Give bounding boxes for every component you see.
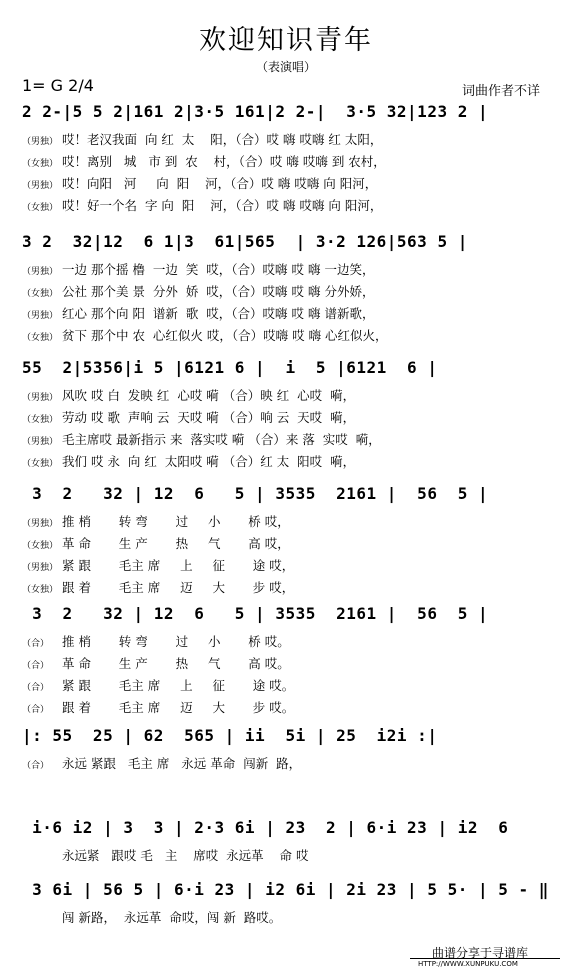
lyric-line <box>22 556 554 576</box>
singer-role: （男独） <box>22 563 59 573</box>
lyric-text: 紧 跟 毛主 席 上 征 途 哎。 <box>62 678 295 693</box>
lyric-line <box>22 908 554 928</box>
lyric-text: 永远 紧跟 毛主 席 永远 革命 闯新 路， <box>62 756 302 771</box>
lyric-text: 哎！好一个名 字 向 阳 河，（合）哎 嗨 哎嗨 向 阳河， <box>62 198 383 213</box>
subtitle: （表演唱） <box>255 60 316 74</box>
lyric-text: 推 梢 转 弯 过 小 桥 哎。 <box>62 634 290 649</box>
singer-role: （女独） <box>22 333 59 343</box>
singer-role: （女独） <box>22 541 59 551</box>
lyric-line <box>22 304 554 324</box>
singer-role: （女独） <box>22 585 59 595</box>
singer-role: （合） <box>22 761 50 771</box>
lyric-line <box>22 130 554 150</box>
singer-role: （合） <box>22 661 50 671</box>
notation-line: i·6 i2 | 3 3 | 2·3 6i | 23 2 | 6·i 23 | i2 6 <box>22 818 519 837</box>
singer-role: （男独） <box>22 181 59 191</box>
lyric-text: 公社 那个美 景 分外 娇 哎，（合）哎嗨 哎 嗨 分外娇， <box>62 284 375 299</box>
lyric-line <box>22 676 554 696</box>
notation-line: 3 2 32|12 6 1|3 61|565 | 3·2 126|563 5 | <box>22 232 468 251</box>
singer-role: （女独） <box>22 459 59 469</box>
lyric-line <box>22 196 554 216</box>
footer-text: 曲谱分享于寻谱库 <box>432 946 529 960</box>
singer-role: （合） <box>22 639 50 649</box>
singer-role: （男独） <box>22 267 59 277</box>
footer-url: HTTP://WWW.XUNPUKU.COM <box>418 960 518 968</box>
lyric-text: 红心 那个向 阳 谱新 歌 哎，（合）哎嗨 哎 嗨 谱新歌， <box>62 306 375 321</box>
lyric-line <box>22 754 554 774</box>
lyric-text: 推 梢 转 弯 过 小 桥 哎， <box>62 514 290 529</box>
notation-line: 3 2 32 | 12 6 5 | 3535 2161 | 56 5 | <box>22 604 489 623</box>
lyric-line <box>22 430 554 450</box>
singer-role: （女独） <box>22 415 59 425</box>
singer-role: （男独） <box>22 311 59 321</box>
lyric-text: 毛主席哎 最新指示 来 落实哎 嗬 （合）来 落 实哎 嗬， <box>62 432 381 447</box>
lyric-text: 革 命 生 产 热 气 高 哎， <box>62 536 290 551</box>
lyric-line <box>22 408 554 428</box>
notation-line: 3 6i | 56 5 | 6·i 23 | i2 6i | 2i 23 | 5 5· | 5 - ‖ <box>22 880 549 899</box>
lyric-text: 永远紧 跟哎 毛 主 席哎 永远革 命 哎 <box>62 848 309 863</box>
lyric-line <box>22 578 554 598</box>
singer-role: （男独） <box>22 393 59 403</box>
lyric-line <box>22 534 554 554</box>
singer-role: （女独） <box>22 203 59 213</box>
singer-role: （合） <box>22 683 50 693</box>
lyric-text: 劳动 哎 歌 声响 云 天哎 嗬 （合）响 云 天哎 嗬， <box>62 410 356 425</box>
singer-role: （合） <box>22 705 50 715</box>
singer-role: （男独） <box>22 437 59 447</box>
lyric-text: 哎！离别 城 市 到 农 村，（合）哎 嗨 哎嗨 到 农村， <box>62 154 386 169</box>
singer-role: （男独） <box>22 519 59 529</box>
lyric-text: 贫下 那个中 农 心红似火 哎，（合）哎嗨 哎 嗨 心红似火， <box>62 328 388 343</box>
lyric-line <box>22 698 554 718</box>
lyric-line <box>22 632 554 652</box>
singer-role: （男独） <box>22 137 59 147</box>
lyric-text: 跟 着 毛主 席 迈 大 步 哎， <box>62 580 295 595</box>
lyric-line <box>22 654 554 674</box>
lyric-text: 革 命 生 产 热 气 高 哎。 <box>62 656 290 671</box>
lyric-text: 一边 那个摇 橹 一边 笑 哎，（合）哎嗨 哎 嗨 一边笑， <box>62 262 375 277</box>
lyric-line <box>22 152 554 172</box>
notation-line: 3 2 32 | 12 6 5 | 3535 2161 | 56 5 | <box>22 484 489 503</box>
notation-line: |: 55 25 | 62 565 | ii 5i | 25 i2i :| <box>22 726 438 745</box>
lyric-line <box>22 326 554 346</box>
lyric-text: 风吹 哎 白 发映 红 心哎 嗬 （合）映 红 心哎 嗬， <box>62 388 356 403</box>
lyric-text: 跟 着 毛主 席 迈 大 步 哎。 <box>62 700 295 715</box>
singer-role: （女独） <box>22 289 59 299</box>
lyric-text: 紧 跟 毛主 席 上 征 途 哎， <box>62 558 295 573</box>
lyric-line <box>22 846 554 866</box>
credit-text: 词曲作者不详 <box>462 84 541 99</box>
notation-line: 55 2|5356|i 5 |6121 6 | i 5 |6121 6 | <box>22 358 438 377</box>
lyric-text: 哎！老汉我面 向 红 太 阳，（合）哎 嗨 哎嗨 红 太阳， <box>62 132 383 147</box>
notation-line: 2 2-|5 5 2|161 2|3·5 161|2 2-| 3·5 32|123 2 | <box>22 102 489 121</box>
lyric-line <box>22 260 554 280</box>
lyric-line <box>22 452 554 472</box>
page-title: 欢迎知识青年 <box>199 25 373 56</box>
lyric-line <box>22 386 554 406</box>
lyric-text: 哎！向阳 河 向 阳 河，（合）哎 嗨 哎嗨 向 阳河， <box>62 176 378 191</box>
singer-role: （女独） <box>22 159 59 169</box>
lyric-text: 闯 新路， 永远革 命哎，闯 新 路哎。 <box>62 910 282 925</box>
lyric-line <box>22 512 554 532</box>
lyric-text: 我们 哎 永 向 红 太阳哎 嗬 （合）红 太 阳哎 嗬， <box>62 454 356 469</box>
lyric-line <box>22 282 554 302</box>
lyric-line <box>22 174 554 194</box>
key-signature: 1= G 2/4 <box>22 76 94 95</box>
